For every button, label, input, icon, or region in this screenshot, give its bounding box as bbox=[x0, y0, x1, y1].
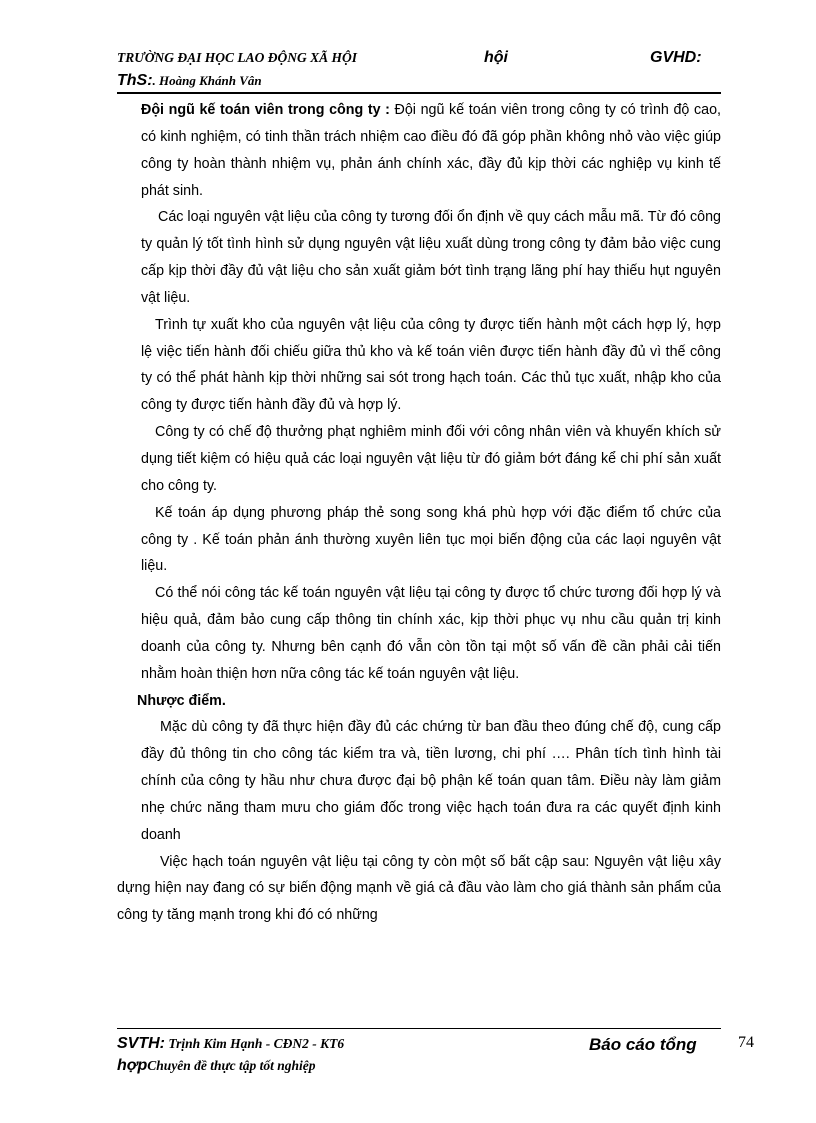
header-mid-text: hội bbox=[484, 49, 508, 66]
footer-hop-text: Chuyên đề thực tập tốt nghiệp bbox=[147, 1058, 316, 1073]
paragraph-procedure: Trình tự xuất kho của nguyên vật liệu của công ty được tiến hành một cách hợp lý, hợp lệ việc tiến hành đối chiếu giữa thủ kho và kế toán viên được tiến hành đầy đủ vì thế công ty có thể phát hành kịp thời những sai sót trong hạch toán. Các thủ tục xuất, nhập kho của công ty được tiến hành đầy đủ và hợp lý. bbox=[141, 316, 721, 414]
footer-report: Báo cáo tổng bbox=[589, 1035, 697, 1054]
page-footer bbox=[117, 1032, 754, 1082]
paragraph-rewards: Công ty có chế độ thưởng phạt nghiêm minh đối với công nhân viên và khuyến khích sử dụng tiết kiệm có hiệu quả các loại nguyên vật liệu từ đó giảm bớt đáng kể chi phí sản xuất cho công ty. bbox=[141, 424, 721, 494]
footer-subtitle bbox=[117, 1057, 316, 1075]
footer-svth-label: SVTH: bbox=[117, 1035, 165, 1052]
paragraph-materials: Các loại nguyên vật liệu của công ty tương đối ổn định về quy cách mẫu mã. Từ đó công ty quản lý tốt tình hình sử dụng nguyên vật liệu xuất dùng trong công ty đảm bảo việc cung cấp kịp thời đầy đủ vật liệu cho sản xuất giảm bớt tình trạng lãng phí hay thiếu hụt nguyên vật liệu. bbox=[141, 209, 721, 306]
header-school: TRƯỜNG ĐẠI HỌC LAO ĐỘNG XÃ HỘI bbox=[117, 50, 357, 65]
paragraph-issues: Việc hạch toán nguyên vật liệu tại công ty còn một số bất cập sau: Nguyên vật liệu xây dựng hiện nay đang có sự biến động mạnh về giá cả đầu vào làm cho giá thành sản phẩm của công ty tăng mạnh trong khi đó có những bbox=[117, 853, 721, 924]
header-advisor bbox=[117, 72, 262, 90]
paragraph-method: Kế toán áp dụng phương pháp thẻ song song khá phù hợp với đặc điểm tổ chức của công ty . Kế toán phản ánh thường xuyên liên tục mọi biến động của các laọi nguyên vật liệu. bbox=[141, 504, 721, 575]
header-gvhd: GVHD: bbox=[650, 49, 702, 66]
page-header bbox=[117, 50, 717, 94]
paragraph-weakness: Mặc dù công ty đã thực hiện đầy đủ các chứng từ ban đầu theo đúng chế độ, cung cấp đầy đủ thông tin cho công tác kiểm tra và, tiền lương, chi phí …. Phân tích tình hình tài chính của công ty hầu như chưa được đại bộ phận kế toán quan tâm. Điều này làm giảm nhẹ chức năng tham mưu cho giám đốc trong việc hạch toán đưa ra các quyết định kinh doanh bbox=[141, 719, 721, 843]
section-heading: Nhược điểm. bbox=[137, 692, 226, 709]
header-divider bbox=[117, 92, 721, 94]
paragraph-text: Đội ngũ kế toán viên trong công ty có trình độ cao, có kinh nghiệm, có tinh thần trách nhiệm cao điều đó đã góp phần không nhỏ vào việc giúp công ty hoàn thành nhiệm vụ, phản ánh chính xác, đầy đủ kịp thời các nghiệp vụ kinh tế phát sinh. bbox=[141, 102, 722, 199]
footer-hop-label: hợp bbox=[117, 1057, 148, 1074]
header-ths-label: ThS: bbox=[117, 72, 153, 89]
paragraph-lead: Đội ngũ kế toán viên trong công ty : bbox=[141, 102, 390, 118]
document-body bbox=[117, 97, 721, 929]
paragraph-staff bbox=[117, 97, 721, 204]
page-number: 74 bbox=[738, 1034, 754, 1051]
header-ths-name: . Hoàng Khánh Vân bbox=[152, 73, 262, 88]
footer-divider bbox=[117, 1028, 721, 1029]
footer-svth-name: Trịnh Kim Hạnh - CĐN2 - KT6 bbox=[165, 1036, 345, 1051]
footer-student bbox=[117, 1035, 344, 1053]
paragraph-summary: Có thể nói công tác kế toán nguyên vật liệu tại công ty được tổ chức tương đối hợp lý và hiệu quả, đảm bảo cung cấp thông tin chính xác, kịp thời phục vụ nhu cầu quản trị kinh doanh của công ty. Nhưng bên cạnh đó vẫn còn tồn tại một số vấn đề cần phải cải tiến nhằm hoàn thiện hơn nữa công tác kế toán nguyên vật liệu. bbox=[141, 585, 721, 682]
